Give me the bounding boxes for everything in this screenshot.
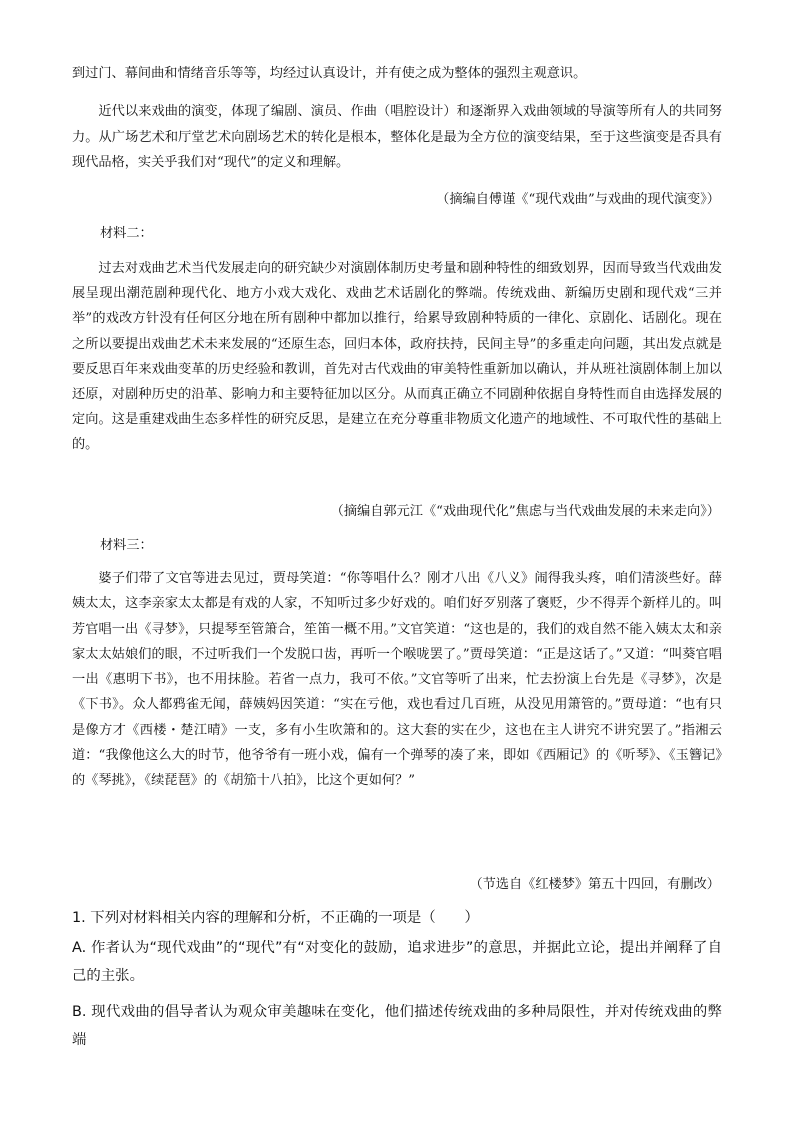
option-a: A. 作者认为“现代戏曲”的“现代”有“对变化的鼓励，追求进步”的意思，并据此立论，提出并阐释了自己的主张。 — [72, 940, 722, 984]
material3-paragraph: 婆子们带了文官等进去见过，贾母笑道：“你等唱什么？刚才八出《八义》闹得我头疼，咱们清淡些好。薛姨太太，这李亲家太太都是有戏的人家，不知听过多少好戏的。咱们好歹别落了褒贬，少不得弄个新样儿的。叫芳官唱一出《寻梦》，只提琴至管箫合，笙笛一概不用。”文官笑道：“这也是的，我们的戏自然不能入姨太太和亲家太太姑娘们的眼，不过听我们一个发脱口齿，再听一个喉咙罢了。”贾母笑道：“正是这话了。”又道：“叫葵官唱一出《惠明下书》，也不用抹脸。若省一点力，我可不依。”文官等听了出来，忙去扮演上台先是《寻梦》，次是《下书》。众人都鸦雀无闻，薛姨妈因笑道：“实在亏他，戏也看过几百班，从没见用箫管的。”贾母道：“也有只是像方才《西楼・楚江晴》一支，多有小生吹箫和的。这大套的实在少，这也在主人讲究不讲究罢了。”指湘云道：“我像他这么大的时节，他爷爷有一班小戏，偏有一个弹琴的凑了来，即如《西厢记》的《听琴》、《玉簪记》的《琴挑》，《续琵琶》的《胡笳十八拍》，比这个更如何？” — [72, 571, 722, 789]
material2-label: 材料二： — [100, 226, 153, 241]
material3-source: （节选自《红楼梦》第五十四回，有删改） — [469, 877, 720, 892]
material1-paragraph: 近代以来戏曲的演变，体现了编剧、演员、作曲（唱腔设计）和逐渐界入戏曲领域的导演等所有人的共同努力。从广场艺术和厅堂艺术向剧场艺术的转化是根本，整体化是最为全方位的演变结果，至于这些演变是否具有现代品格，实关乎我们对“现代”的定义和理解。 — [72, 104, 722, 171]
question-1-stem: 1. 下列对材料相关内容的理解和分析，不正确的一项是（ ） — [72, 910, 479, 926]
material1-source: （摘编自傅谨《“现代戏曲”与戏曲的现代演变》） — [436, 192, 720, 207]
material1-tail-text: 到过门、幕间曲和情绪音乐等等，均经过认真设计，并有使之成为整体的强烈主观意识。 — [72, 66, 587, 81]
material3-label: 材料三： — [100, 538, 153, 553]
option-b: B. 现代戏曲的倡导者认为观众审美趣味在变化，他们描述传统戏曲的多种局限性，并对传统戏曲的弊端 — [72, 1004, 722, 1048]
material2-source: （摘编自郭元江《“戏曲现代化”焦虑与当代戏曲发展的未来走向》） — [330, 504, 720, 519]
material2-paragraph: 过去对戏曲艺术当代发展走向的研究缺少对演剧体制历史考量和剧种特性的细致划界，因而导致当代戏曲发展呈现出潮范剧种现代化、地方小戏大戏化、戏曲艺术话剧化的弊端。传统戏曲、新编历史剧和现代戏“三并举”的戏改方针没有任何区分地在所有剧种中都加以推行，给累导致剧种特质的一律化、京剧化、话剧化。现在之所以要提出戏曲艺术未来发展的“还原生态，回归本体，政府扶持，民间主导”的多重走向问题，其出发点就是要反思百年来戏曲变革的历史经验和教训，首先对古代戏曲的审美特性重新加以确认，并从班社演剧体制上加以还原，对剧种历史的沿革、影响力和主要特征加以区分。从而真正确立不同剧种依据自身特性而自由选择发展的定向。这是重建戏曲生态多样性的研究反思，是建立在充分尊重非物质文化遗产的地域性、不可取代性的基础上的。 — [72, 261, 722, 453]
